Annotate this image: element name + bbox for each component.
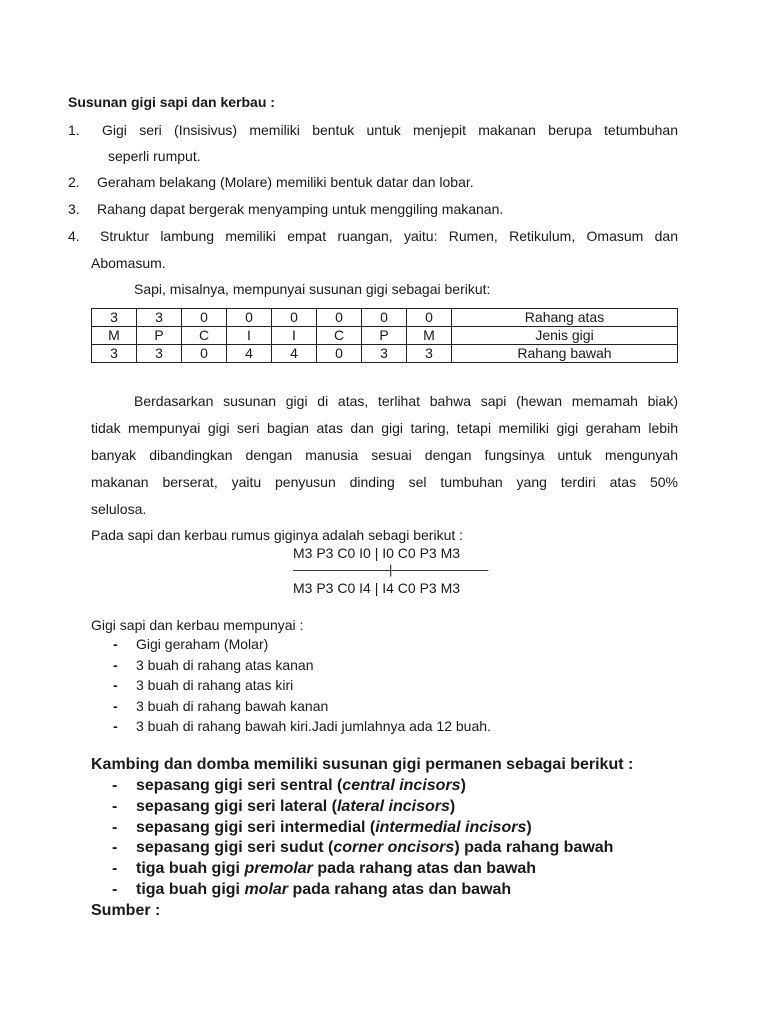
bullet-dash: - — [113, 636, 118, 652]
list-term: lateral incisors — [336, 797, 450, 815]
paragraph-line: makanan berserat, yaitu penyusun dinding sel tumbuhan yang terdiri atas 50% — [91, 474, 678, 490]
bullet-dash: - — [112, 880, 118, 898]
list-text-continuation: Abomasum. — [91, 255, 166, 271]
table-row-label: Rahang atas — [452, 309, 678, 327]
list-item — [112, 797, 613, 818]
list-number: 3. — [68, 201, 80, 217]
list-item — [112, 818, 613, 839]
list-text-continuation: seperli rumput. — [108, 148, 201, 164]
table-row-label: Rahang bawah — [452, 345, 678, 363]
list-text: Gigi geraham (Molar) — [136, 636, 269, 652]
table-row — [92, 309, 678, 327]
list-item — [112, 838, 613, 859]
list-item — [113, 716, 491, 737]
table-cell: 4 — [227, 345, 272, 363]
list-number: 1. — [68, 122, 80, 138]
teeth-table — [91, 308, 678, 363]
bullet-dash: - — [113, 656, 118, 673]
gigi-list — [113, 634, 491, 737]
table-cell: C — [182, 327, 227, 345]
list-number: 2. — [68, 174, 80, 190]
list-item-3 — [68, 196, 678, 222]
table-cell: I — [227, 327, 272, 345]
list-text: sepasang gigi seri sentral ( — [136, 777, 343, 794]
table-cell: 0 — [182, 309, 227, 327]
list-text: tiga buah gigi — [136, 860, 245, 878]
list-text: sepasang gigi seri intermedial ( — [136, 818, 376, 836]
table-row — [92, 327, 678, 345]
table-cell: 0 — [227, 309, 272, 327]
list-text: Geraham belakang (Molare) memiliki bentuk datar dan lobar. — [97, 174, 474, 190]
list-text: Struktur lambung memiliki empat ruangan, yaitu: Rumen, Retikulum, Omasum dan — [100, 228, 678, 244]
table-cell: P — [137, 327, 182, 345]
table-intro: Sapi, misalnya, mempunyai susunan gigi sebagai berikut: — [134, 281, 491, 297]
list-term: corner oncisors — [333, 839, 455, 857]
list-text: tiga buah gigi — [136, 880, 245, 898]
bullet-dash: - — [112, 860, 118, 878]
list-item — [112, 880, 613, 901]
paragraph-line: selulosa. — [91, 501, 147, 517]
list-number: 4. — [68, 228, 80, 244]
table-row — [92, 345, 678, 363]
list-text: 3 buah di rahang atas kanan — [136, 656, 314, 673]
list-item — [113, 696, 491, 717]
table-cell: 3 — [362, 345, 407, 363]
list-item-2 — [68, 169, 678, 195]
table-cell: 4 — [272, 345, 317, 363]
table-cell: 0 — [362, 309, 407, 327]
table-cell: M — [407, 327, 452, 345]
bullet-dash: - — [112, 777, 118, 794]
bullet-dash: - — [112, 839, 118, 857]
list-text: sepasang gigi seri lateral ( — [136, 797, 337, 815]
list-text: sepasang gigi seri sudut ( — [136, 839, 334, 857]
list-text: pada rahang atas dan bawah — [288, 880, 512, 898]
table-cell: 3 — [137, 345, 182, 363]
list-text: ) — [460, 777, 466, 794]
list-item-1 — [68, 117, 678, 169]
bullet-dash: - — [112, 818, 118, 836]
table-cell: I — [272, 327, 317, 345]
list-item — [112, 859, 613, 880]
table-cell: P — [362, 327, 407, 345]
list-text: Gigi seri (Insisivus) memiliki bentuk untuk menjepit makanan berupa tetumbuhan — [102, 122, 678, 138]
table-cell: 0 — [317, 345, 362, 363]
section-heading: Susunan gigi sapi dan kerbau : — [68, 94, 275, 110]
list-item-4 — [68, 223, 678, 275]
bullet-dash: - — [113, 677, 118, 693]
table-cell: C — [317, 327, 362, 345]
formula-bottom: M3 P3 C0 I4 | I4 C0 P3 M3 — [293, 580, 461, 596]
list-text: ) pada rahang bawah — [454, 839, 614, 857]
table-cell: 0 — [317, 309, 362, 327]
paragraph-line: banyak dibandingkan dengan manusia sesuai dengan fungsinya untuk mengunyah — [91, 447, 678, 463]
list-text: Rahang dapat bergerak menyamping untuk menggiling makanan. — [97, 201, 504, 217]
kambing-list — [112, 776, 613, 901]
table-cell: 0 — [182, 345, 227, 363]
table-cell: 0 — [407, 309, 452, 327]
list-term: premolar — [244, 860, 313, 878]
table-row-label: Jenis gigi — [452, 327, 678, 345]
list-text: 3 buah di rahang bawah kanan — [136, 697, 329, 714]
list-item — [113, 675, 491, 696]
list-item — [113, 655, 491, 676]
kambing-heading: Kambing dan domba memiliki susunan gigi permanen sebagai berikut : — [91, 756, 634, 773]
table-cell: 3 — [92, 309, 137, 327]
table-cell: 3 — [137, 309, 182, 327]
bullet-dash: - — [112, 797, 118, 815]
list-item — [112, 776, 613, 797]
paragraph — [91, 388, 678, 523]
list-text: 3 buah di rahang bawah kiri.Jadi jumlahnya ada 12 buah. — [136, 718, 491, 734]
list-text: pada rahang atas dan bawah — [312, 860, 537, 878]
list-item — [113, 634, 491, 655]
list-text: ) — [449, 797, 456, 815]
list-text: 3 buah di rahang atas kiri — [136, 677, 294, 693]
bullet-dash: - — [113, 697, 118, 714]
table-cell: 0 — [272, 309, 317, 327]
table-cell: 3 — [407, 345, 452, 363]
formula-divider: ————————|———————— — [293, 562, 488, 577]
bullet-dash: - — [113, 718, 118, 734]
list-term: central incisors — [342, 777, 461, 794]
formula-intro: Pada sapi dan kerbau rumus giginya adalah sebagi berikut : — [91, 527, 464, 543]
list-text: ) — [526, 818, 532, 836]
table-cell: M — [92, 327, 137, 345]
gigi-intro: Gigi sapi dan kerbau mempunyai : — [91, 617, 304, 633]
paragraph-line: Berdasarkan susunan gigi di atas, terlihat bahwa sapi (hewan memamah biak) — [134, 393, 678, 409]
paragraph-line: tidak mempunyai gigi seri bagian atas dan gigi taring, tetapi memiliki gigi geraham lebih — [91, 420, 678, 436]
table-cell: 3 — [92, 345, 137, 363]
source-label: Sumber : — [91, 902, 161, 919]
list-term: molar — [244, 880, 289, 898]
formula-top: M3 P3 C0 I0 | I0 C0 P3 M3 — [293, 545, 461, 561]
list-term: intermedial incisors — [375, 818, 527, 836]
